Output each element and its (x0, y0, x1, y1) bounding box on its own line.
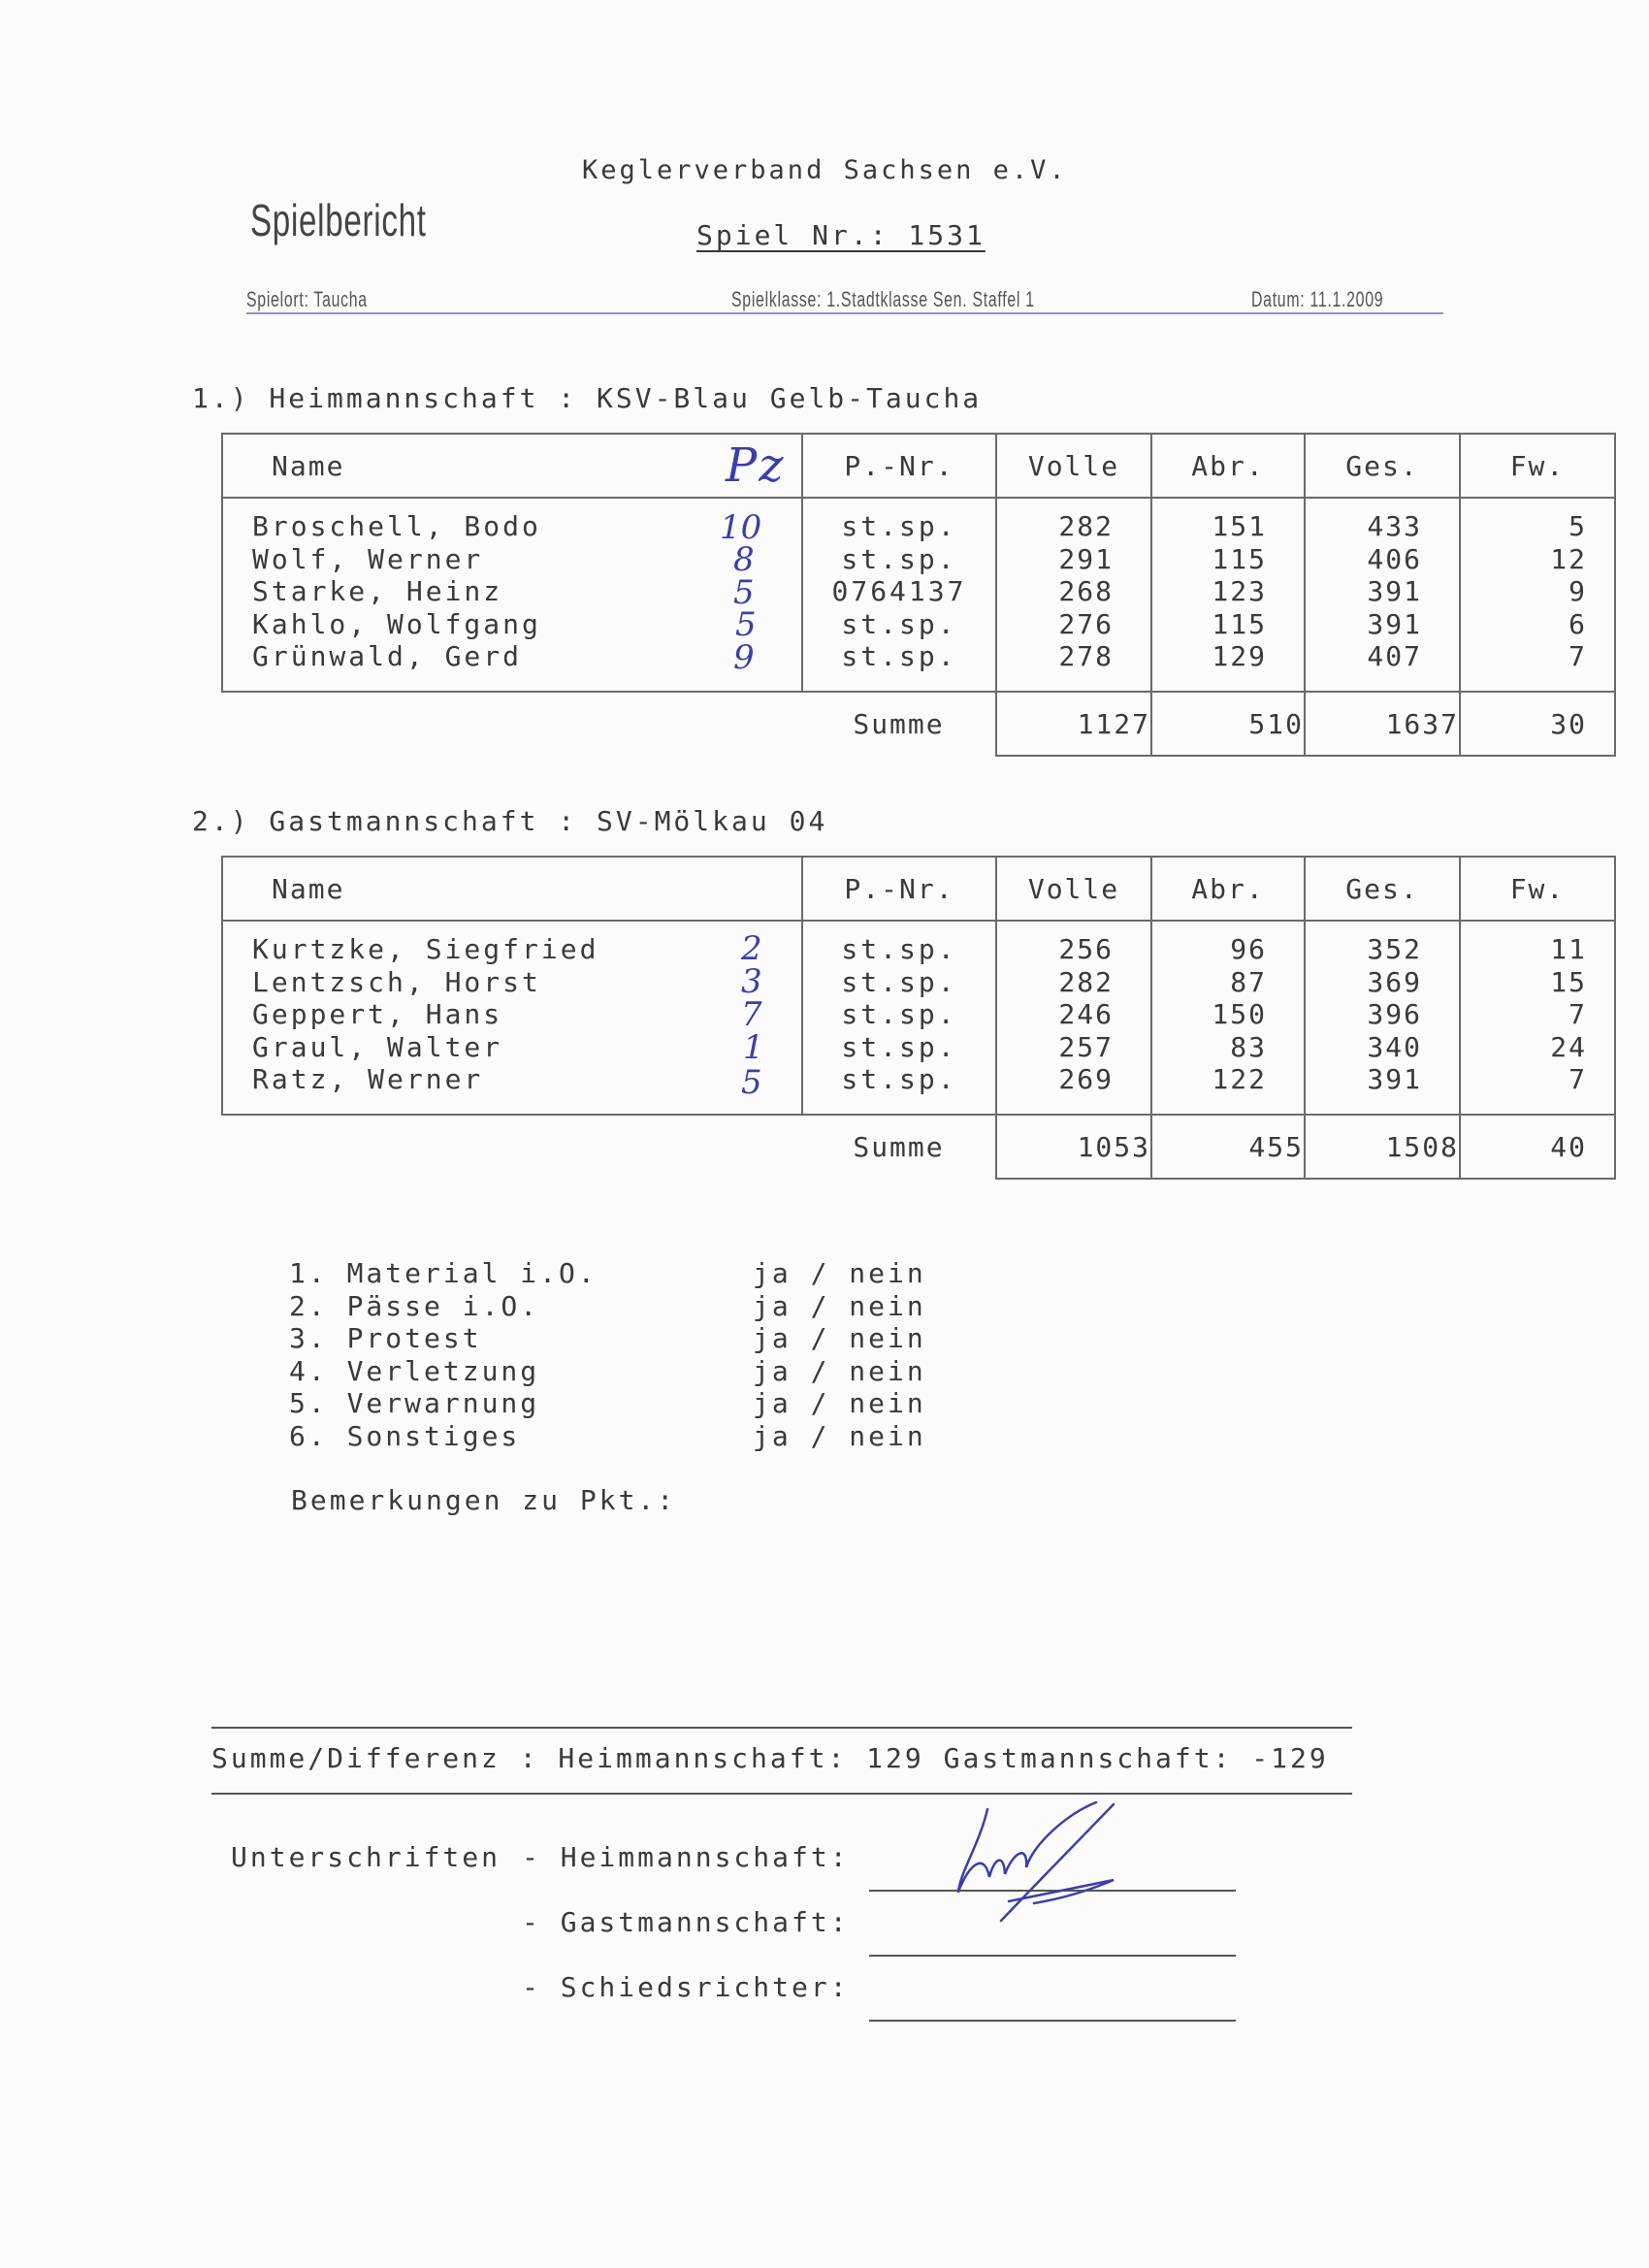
checklist-item: 2. Pässe i.O. (289, 1289, 540, 1322)
header-name: Name Pz (222, 434, 802, 498)
home-sum-ges: 1637 (1305, 692, 1460, 756)
home-player-abr: 115 (1212, 607, 1267, 640)
guest-player-abr: 150 (1212, 998, 1267, 1030)
guest-pnr-cell (802, 921, 996, 1115)
home-sum-volle: 1127 (996, 692, 1151, 756)
home-names-cell (222, 498, 802, 692)
home-player-pnr: st.sp. (841, 607, 957, 640)
home-pz-value: 8 (733, 540, 755, 579)
home-signature-scribble (941, 1785, 1135, 1940)
guest-sum-label: Summe (853, 1131, 945, 1163)
guest-player-pnr: st.sp. (841, 933, 957, 965)
header-fw: Fw. (1460, 434, 1615, 498)
home-score-table (221, 433, 1616, 757)
guest-ges-cell (1305, 921, 1460, 1115)
guest-player-name: Lentzsch, Horst (252, 965, 541, 998)
signatures-heading: Unterschriften (231, 1841, 501, 1873)
signature-referee-label: - Schiedsrichter: (522, 1971, 850, 2003)
home-player-name: Broschell, Bodo (252, 510, 541, 542)
header-pz: Pz (726, 438, 786, 493)
home-pz-value: 5 (733, 573, 755, 612)
signature-home-label: - Heimmannschaft: (522, 1841, 850, 1873)
guest-pz-value: 1 (743, 1028, 764, 1067)
home-player-pnr: 0764137 (831, 575, 967, 607)
guest-player-pnr: st.sp. (841, 1030, 957, 1063)
checklist-options[interactable]: ja / nein (753, 1354, 926, 1387)
home-player-fw: 6 (1568, 607, 1587, 640)
home-pz-value: 9 (733, 638, 755, 677)
home-player-name: Grünwald, Gerd (252, 640, 523, 672)
home-player-ges: 406 (1367, 542, 1422, 575)
checklist-options[interactable]: ja / nein (753, 1289, 926, 1322)
header-fw: Fw. (1460, 857, 1615, 921)
guest-sum-fw: 40 (1460, 1115, 1615, 1179)
header-ges: Ges. (1305, 857, 1460, 921)
home-pnr-cell (802, 498, 996, 692)
guest-player-name: Kurtzke, Siegfried (252, 933, 599, 965)
game-number: Spiel Nr.: 1531 (696, 219, 986, 251)
home-player-volle: 276 (1058, 607, 1114, 640)
home-player-abr: 129 (1212, 640, 1267, 672)
guest-player-fw: 7 (1568, 1063, 1587, 1095)
checklist-item: 5. Verwarnung (289, 1387, 540, 1419)
guest-player-fw: 24 (1550, 1030, 1587, 1063)
summary-difference: Summe/Differenz : Heimmannschaft: 129 Gastmannschaft: -129 (211, 1742, 1329, 1774)
home-player-ges: 433 (1367, 510, 1422, 542)
home-player-fw: 12 (1550, 542, 1587, 575)
guest-player-pnr: st.sp. (841, 965, 957, 998)
home-player-pnr: st.sp. (841, 510, 957, 542)
checklist-options[interactable]: ja / nein (753, 1387, 926, 1419)
guest-player-pnr: st.sp. (841, 998, 957, 1030)
guest-player-volle: 246 (1058, 998, 1114, 1030)
home-player-name: Wolf, Werner (252, 542, 484, 575)
header-pnr: P.-Nr. (802, 434, 996, 498)
meta-class: Spielklasse: 1.Stadtklasse Sen. Staffel 1 (731, 287, 1035, 311)
summary-top-rule (211, 1727, 1352, 1729)
guest-player-volle: 256 (1058, 933, 1114, 965)
home-player-name: Starke, Heinz (252, 575, 503, 607)
guest-player-name: Graul, Walter (252, 1030, 503, 1063)
home-player-fw: 7 (1568, 640, 1587, 672)
signature-guest-label: - Gastmannschaft: (522, 1906, 850, 1938)
guest-player-ges: 369 (1367, 965, 1422, 998)
header-abr: Abr. (1151, 434, 1305, 498)
home-fw-cell (1460, 498, 1615, 692)
guest-sum-ges: 1508 (1305, 1115, 1460, 1179)
checklist-row (289, 1387, 926, 1420)
document-title: Spielbericht (250, 195, 427, 245)
guest-player-ges: 391 (1367, 1063, 1422, 1095)
guest-pz-value: 3 (741, 962, 762, 1001)
guest-player-ges: 352 (1367, 933, 1422, 965)
guest-team-title: 2.) Gastmannschaft : SV-Mölkau 04 (192, 805, 828, 837)
home-sum-label: Summe (853, 708, 945, 740)
guest-player-volle: 282 (1058, 965, 1114, 998)
summary-bottom-rule (211, 1793, 1352, 1795)
home-player-pnr: st.sp. (841, 542, 957, 575)
home-pz-value: 5 (735, 605, 757, 644)
guest-pz-value: 5 (741, 1063, 762, 1102)
home-player-volle: 278 (1058, 640, 1114, 672)
meta-location: Spielort: Taucha (246, 287, 368, 311)
home-player-ges: 391 (1367, 575, 1422, 607)
guest-abr-cell (1151, 921, 1305, 1115)
guest-player-pnr: st.sp. (841, 1063, 957, 1095)
guest-player-abr: 83 (1230, 1030, 1267, 1063)
meta-underline (246, 312, 1443, 314)
guest-player-fw: 15 (1550, 965, 1587, 998)
guest-player-fw: 11 (1550, 933, 1587, 965)
home-ges-cell (1305, 498, 1460, 692)
home-player-volle: 282 (1058, 510, 1114, 542)
guest-fw-cell (1460, 921, 1615, 1115)
home-volle-cell (996, 498, 1151, 692)
checklist (289, 1257, 926, 1452)
header-ges: Ges. (1305, 434, 1460, 498)
home-player-ges: 391 (1367, 607, 1422, 640)
checklist-options[interactable]: ja / nein (753, 1257, 926, 1289)
home-player-fw: 9 (1568, 575, 1587, 607)
guest-volle-cell (996, 921, 1151, 1115)
home-player-abr: 123 (1212, 575, 1267, 607)
checklist-item: 3. Protest (289, 1322, 482, 1354)
guest-pz-value: 2 (741, 929, 762, 968)
home-player-fw: 5 (1568, 510, 1587, 542)
checklist-row (289, 1290, 926, 1323)
checklist-item: 4. Verletzung (289, 1354, 540, 1387)
home-player-ges: 407 (1367, 640, 1422, 672)
signature-referee-line[interactable] (869, 2020, 1236, 2022)
organization-name: Keglerverband Sachsen e.V. (582, 155, 1068, 185)
meta-date: Datum: 11.1.2009 (1251, 287, 1384, 311)
guest-sum-volle: 1053 (996, 1115, 1151, 1179)
guest-names-cell (222, 921, 802, 1115)
checklist-row (289, 1355, 926, 1388)
checklist-row (289, 1322, 926, 1355)
home-sum-fw: 30 (1460, 692, 1615, 756)
home-player-volle: 291 (1058, 542, 1114, 575)
guest-sum-abr: 455 (1151, 1115, 1305, 1179)
signature-guest-line[interactable] (869, 1955, 1236, 1957)
checklist-row (289, 1420, 926, 1453)
guest-player-abr: 96 (1230, 933, 1267, 965)
guest-score-table (221, 856, 1616, 1180)
header-volle: Volle (996, 434, 1151, 498)
home-player-abr: 115 (1212, 542, 1267, 575)
home-player-pnr: st.sp. (841, 640, 957, 672)
home-player-name: Kahlo, Wolfgang (252, 607, 541, 640)
checklist-item: 1. Material i.O. (289, 1257, 598, 1289)
home-sum-abr: 510 (1151, 692, 1305, 756)
remarks-label: Bemerkungen zu Pkt.: (291, 1484, 677, 1516)
guest-player-ges: 340 (1367, 1030, 1422, 1063)
home-abr-cell (1151, 498, 1305, 692)
guest-player-abr: 122 (1212, 1063, 1267, 1095)
guest-player-ges: 396 (1367, 998, 1422, 1030)
header-volle: Volle (996, 857, 1151, 921)
header-abr: Abr. (1151, 857, 1305, 921)
header-name: Name (222, 857, 802, 921)
checklist-item: 6. Sonstiges (289, 1419, 521, 1452)
guest-player-fw: 7 (1568, 998, 1587, 1030)
guest-player-volle: 257 (1058, 1030, 1114, 1063)
home-player-volle: 268 (1058, 575, 1114, 607)
home-team-title: 1.) Heimmannschaft : KSV-Blau Gelb-Taucha (192, 382, 983, 414)
home-pz-value: 10 (720, 508, 762, 547)
home-player-abr: 151 (1212, 510, 1267, 542)
guest-player-volle: 269 (1058, 1063, 1114, 1095)
header-pnr: P.-Nr. (802, 857, 996, 921)
checklist-options[interactable]: ja / nein (753, 1419, 926, 1452)
guest-player-abr: 87 (1230, 965, 1267, 998)
guest-pz-value: 7 (741, 995, 762, 1034)
guest-player-name: Geppert, Hans (252, 998, 503, 1030)
checklist-options[interactable]: ja / nein (753, 1322, 926, 1354)
guest-player-name: Ratz, Werner (252, 1063, 484, 1095)
checklist-row (289, 1257, 926, 1290)
